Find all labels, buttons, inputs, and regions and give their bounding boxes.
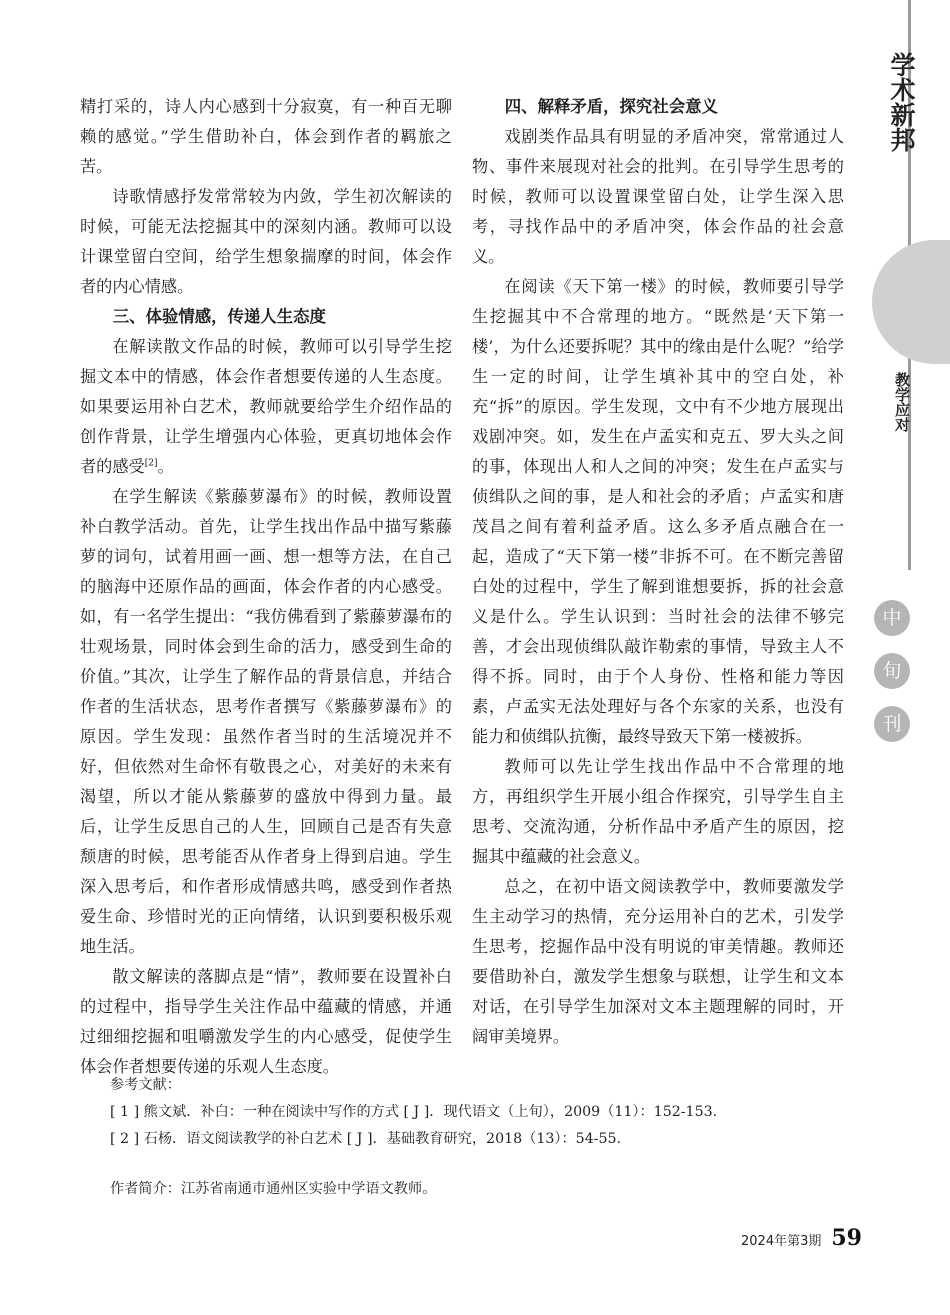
badge-xun: 旬	[874, 653, 910, 689]
references-heading: 参考文献：	[110, 1077, 181, 1093]
issue-label: 2024年第3期	[741, 1234, 822, 1249]
paragraph: 散文解读的落脚点是“情”，教师要在设置补白的过程中，指导学生关注作品中蕴藏的情感，并通过细细挖掘和咀嚼激发学生的内心感受，促使学生体会作者想要传递的乐观人生态度。	[80, 967, 452, 1076]
paragraph	[80, 332, 452, 482]
paragraph: 戏剧类作品具有明显的矛盾冲突，常常通过人物、事件来展现对社会的批判。在引导学生思考的时候，教师可以设置课堂留白处，让学生深入思考，寻找作品中的矛盾冲突，体会作品的社会意义。	[472, 127, 844, 266]
right-column	[472, 92, 844, 1052]
page-footer	[741, 1225, 862, 1255]
paragraph: 教师可以先让学生找出作品中不合常理的地方，再组织学生开展小组合作探究，引导学生自主思考、交流沟通，分析作品中矛盾产生的原因，挖掘其中蕴藏的社会意义。	[472, 757, 844, 866]
author-note: 作者简介：江苏省南通市通州区实验中学语文教师。	[110, 1181, 437, 1197]
references	[110, 1072, 870, 1153]
paragraph: 在阅读《天下第一楼》的时候，教师要引导学生挖掘其中不合常理的地方。“既然是‘天下第一楼’，为什么还要拆呢？其中的缘由是什么呢？”给学生一定的时间，让学生填补其中的空白处，补充“拆”的原因。学生发现，文中有不少地方展现出戏剧冲突。如，发生在卢孟实和克五、罗大头之间的事，体现出人和人之间的冲突；发生在卢孟实与侦缉队之间的事，是人和社会的矛盾；卢孟实和唐茂昌之间有着利益矛盾。这么多矛盾点融合在一起，造成了“天下第一楼”非拆不可。在不断完善留白处的过程中，学生了解到谁想要拆，拆的社会意义是什么。学生认识到：当时社会的法律不够完善，才会出现侦缉队敲诈勒索的事情，导致主人不得不拆。同时，由于个人身份、性格和能力等因素，卢孟实无法处理好与各个东家的关系，也没有能力和侦缉队抗衡，最终导致天下第一楼被拆。	[472, 277, 844, 746]
paragraph: 在学生解读《紫藤萝瀑布》的时候，教师设置补白教学活动。首先，让学生找出作品中描写紫藤萝的词句，试着用画一画、想一想等方法，在自己的脑海中还原作品的画面，体会作者的内心感受。如，有一名学生提出：“我仿佛看到了紫藤萝瀑布的壮观场景，同时体会到生命的活力，感受到生命的价值。”其次，让学生了解作品的背景信息，并结合作者的生活状态，思考作者撰写《紫藤萝瀑布》的原因。学生发现：虽然作者当时的生活境况并不好，但依然对生命怀有敬畏之心，对美好的未来有渴望，所以才能从紫藤萝的盛放中得到力量。最后，让学生反思自己的人生，回顾自己是否有失意颓唐的时候，思考能否从作者身上得到启迪。学生深入思考后，和作者形成情感共鸣，感受到作者热爱生命、珍惜时光的正向情绪，认识到要积极乐观地生活。	[80, 487, 452, 956]
reference-item-2: [ 2 ] 石杨．语文阅读教学的补白艺术 [ J ]．基础教育研究，2018（13）：54-55.	[110, 1131, 622, 1147]
section-heading-4: 四、解释矛盾，探究社会意义	[504, 97, 718, 116]
page-number: 59	[831, 1225, 862, 1251]
column-title: 学术新邦	[887, 52, 916, 152]
citation-2[interactable]: [2]	[144, 458, 158, 469]
section-label: 教学应对	[893, 372, 911, 432]
paragraph: 诗歌情感抒发常常较为内敛，学生初次解读的时候，可能无法挖掘其中的深刻内涵。教师可以设计课堂留白空间，给学生想象揣摩的时间，体会作者的内心情感。	[80, 187, 452, 296]
paragraph-text: 在解读散文作品的时候，教师可以引导学生挖掘文本中的情感，体会作者想要传递的人生态度。如果要运用补白艺术，教师就要给学生介绍作品的创作背景，让学生增强内心体验，更真切地体会作者的感受	[80, 337, 452, 476]
paragraph: 总之，在初中语文阅读教学中，教师要激发学生主动学习的热情，充分运用补白的艺术，引发学生思考，挖掘作品中没有明说的审美情趣。教师还要借助补白，激发学生想象与联想，让学生和文本对话，在引导学生加深对文本主题理解的同时，开阔审美境界。	[472, 877, 844, 1046]
section-heading-3: 三、体验情感，传递人生态度	[112, 307, 326, 326]
sidebar-tab-decoration	[872, 240, 950, 364]
badge-kan: 刊	[874, 706, 910, 742]
left-column	[80, 92, 452, 1082]
paragraph: 精打采的，诗人内心感到十分寂寞，有一种百无聊赖的感觉。”学生借助补白，体会到作者的羁旅之苦。	[80, 97, 452, 176]
badge-zhong: 中	[874, 600, 910, 636]
paragraph-end: 。	[157, 457, 174, 476]
reference-item-1: [ 1 ] 熊文斌．补白：一种在阅读中写作的方式 [ J ]．现代语文（上旬），2009（11）：152-153.	[110, 1104, 718, 1120]
